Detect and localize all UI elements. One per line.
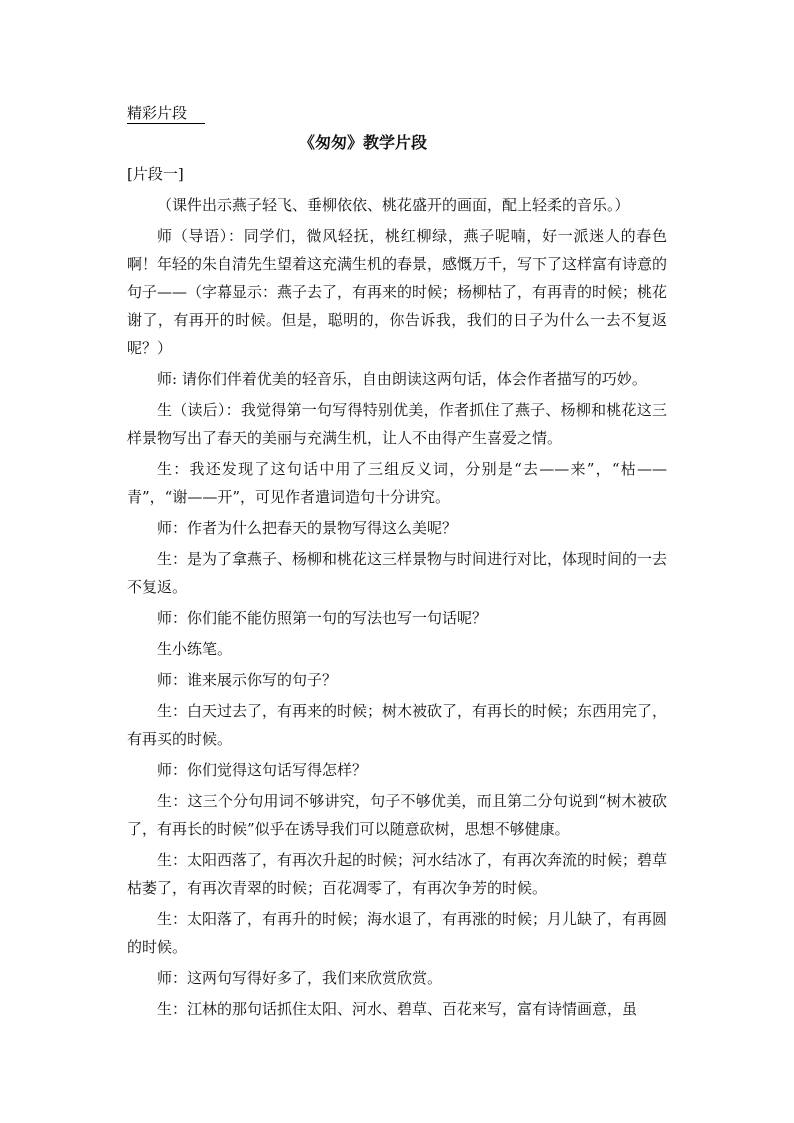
paragraph: 生：是为了拿燕子、杨柳和桃花这三样景物与时间进行对比，体现时间的一去不复返。 [127, 550, 668, 596]
section-label [127, 103, 205, 124]
paragraph: 师：你们觉得这句话写得怎样？ [157, 761, 368, 779]
paragraph: 师：你们能不能仿照第一句的写法也写一句话呢？ [157, 609, 488, 627]
paragraph: 生：太阳落了，有再升的时候；海水退了，有再涨的时候；月儿缺了，有再圆的时候。 [127, 910, 668, 956]
paragraph: 生：太阳西落了，有再次升起的时候；河水结冰了，有再次奔流的时候；碧草枯萎了，有再次青翠的时候；百花凋零了，有再次争芳的时候。 [127, 851, 668, 897]
document-body [127, 160, 667, 1023]
segment-label: [片段一] [127, 165, 184, 183]
document-title [0, 132, 794, 154]
paragraph: 师（导语）：同学们，微风轻抚，桃红柳绿，燕子呢喃，好一派迷人的春色啊！年轻的朱自清先生望着这充满生机的春景，感慨万千，写下了这样富有诗意的句子——（字幕显示：燕子去了，有再来的时候；杨柳枯了，有再青的时候；桃花谢了，有再开的时候。但是，聪明的，你告诉我，我们的日子为什么一去不复返呢？） [127, 227, 668, 357]
paragraph: 生：我还发现了这句话中用了三组反义词，分别是“去——来”，“枯——青”，“谢——开”，可见作者遣词造句十分讲究。 [127, 460, 667, 506]
paragraph: 师：谁来展示你写的句子？ [157, 671, 338, 689]
paragraph: 师：这两句写得好多了，我们来欣赏欣赏。 [157, 969, 443, 987]
paragraph: 生：白天过去了，有再来的时候；树木被砍了，有再长的时候；东西用完了，有再买的时候。 [127, 702, 668, 748]
paragraph: 生小练笔。 [157, 640, 233, 658]
paragraph: 师：作者为什么把春天的景物写得这么美呢？ [157, 519, 458, 537]
section-label-text: 精彩片段 [127, 103, 205, 124]
paragraph: 生：这三个分句用词不够讲究，句子不够优美，而且第二分句说到“树木被砍了，有再长的时候”似乎在诱导我们可以随意砍树，思想不够健康。 [127, 792, 667, 838]
document-title-text: 《匆匆》教学片段 [298, 133, 427, 152]
paragraph: （课件出示燕子轻飞、垂柳依依、桃花盛开的画面，配上轻柔的音乐。） [157, 196, 630, 214]
paragraph: 生：江林的那句话抓住太阳、河水、碧草、百花来写，富有诗情画意，虽 [157, 1000, 638, 1018]
paragraph: 生（读后）：我觉得第一句写得特别优美，作者抓住了燕子、杨柳和桃花这三样景物写出了春天的美丽与充满生机，让人不由得产生喜爱之情。 [127, 401, 667, 447]
paragraph: 师: 请你们伴着优美的轻音乐，自由朗读这两句话，体会作者描写的巧妙。 [157, 370, 647, 388]
